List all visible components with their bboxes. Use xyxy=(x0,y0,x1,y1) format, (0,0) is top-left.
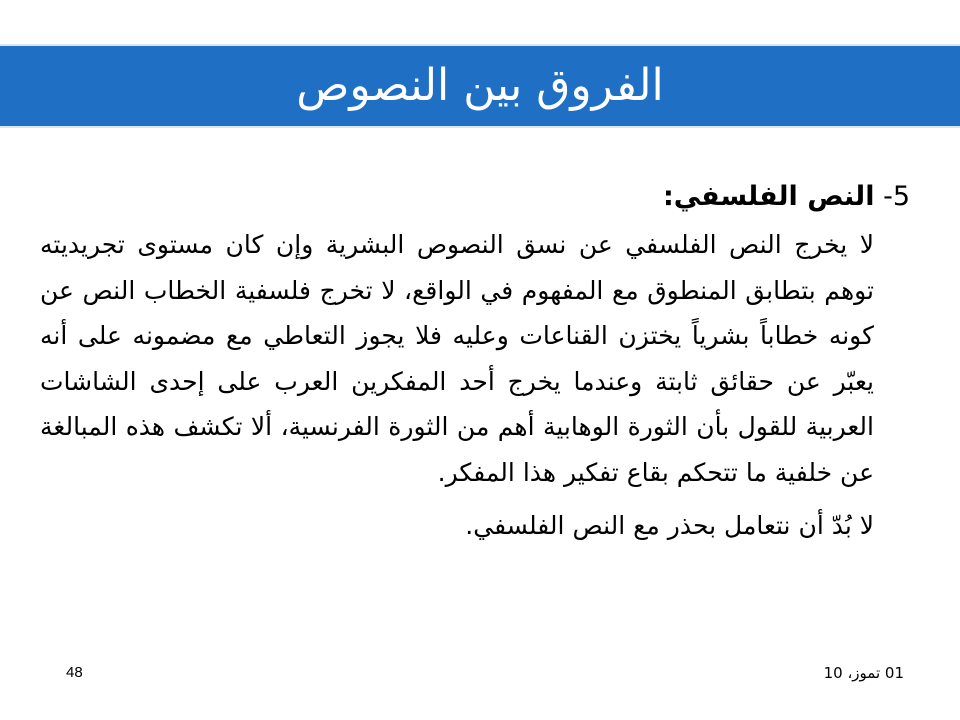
page-number: 48 xyxy=(66,664,83,681)
footer-date: 01 تموز، 10 xyxy=(823,664,904,682)
section-heading xyxy=(40,176,910,218)
slide-title: الفروق بين النصوص xyxy=(296,60,664,111)
title-band xyxy=(0,44,960,128)
paragraph-1: لا يخرج النص الفلسفي عن نسق النصوص البشرية وإن كان مستوى تجريديته توهم بتطابق المنطوق مع المفهوم في الواقع، لا تخرج فلسفية الخطاب النص عن كونه خطاباً بشرياً يختزن القناعات وعليه فلا يجوز التعاطي مع مضمونه على أنه يعبّر عن حقائق ثابتة وعندما يخرج أحد المفكرين العرب على إحدى الشاشات العربية للقول بأن الثورة الوهابية أهم من الثورة الفرنسية، ألا تكشف هذه المبالغة عن خلفية ما تتحكم بقاع تفكير هذا المفكر. xyxy=(40,230,874,487)
section-heading-text: النص الفلسفي: xyxy=(662,181,875,212)
section-number: 5- xyxy=(883,181,910,212)
paragraph-2: لا بُدّ أن نتعامل بحذر مع النص الفلسفي. xyxy=(465,510,874,540)
slide-content xyxy=(40,176,910,548)
